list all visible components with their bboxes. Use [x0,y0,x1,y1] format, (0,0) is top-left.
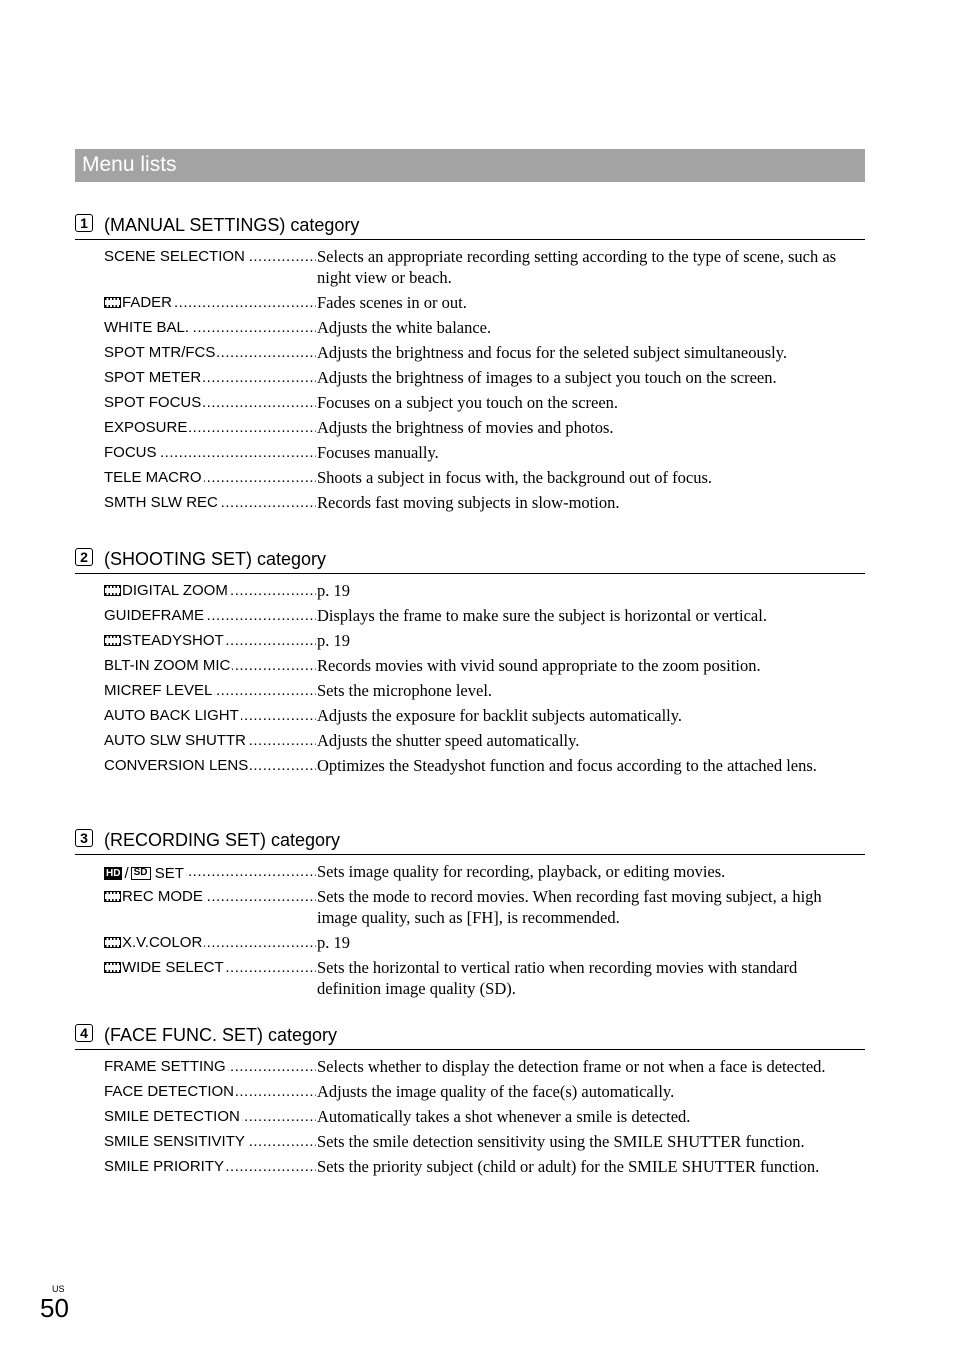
menu-item-term: HD / SD SET ..... [104,861,316,882]
list-item [75,605,865,626]
menu-item-description: Automatically takes a shot whenever a smile is detected. [317,1107,691,1126]
menu-item-label: SPOT FOCUS [104,394,202,411]
menu-item-term [104,705,316,726]
film-icon [104,297,121,308]
menu-item-term [104,1081,316,1102]
menu-item-description: Focuses on a subject you touch on the screen. [317,393,619,412]
section-number: 1 [75,214,93,232]
menu-item-description: Adjusts the shutter speed automatically. [317,731,580,750]
menu-item-description: Fades scenes in or out. [317,293,467,312]
menu-item-label: AUTO BACK LIGHT [104,707,239,724]
menu-item-term [104,467,316,488]
menu-item-description: Selects an appropriate recording setting according to the type of scene, such as night view or beach. [317,247,837,287]
section-header [75,828,865,855]
menu-item-description: Adjusts the white balance. [317,318,492,337]
menu-item-term [104,367,316,388]
menu-item-term [104,1056,316,1077]
menu-item-label: SPOT METER [104,369,202,386]
section-manual-settings [75,213,865,517]
menu-lists-banner [75,149,865,182]
list-item [75,957,865,999]
menu-item-description: Displays the frame to make sure the subject is horizontal or vertical. [317,606,767,625]
list-item [75,492,865,513]
menu-item-label: GUIDEFRAME [104,607,205,624]
menu-item-label: WIDE SELECT [122,959,224,976]
film-icon [104,937,121,948]
menu-item-term [104,292,316,313]
list-item [75,392,865,413]
menu-item-label: CONVERSION LENS [104,757,249,774]
menu-item-term [104,655,316,676]
section-number: 2 [75,548,93,566]
list-item [75,705,865,726]
menu-item-label: FADER [122,294,173,311]
list-item [75,292,865,313]
film-icon [104,962,121,973]
section-header [75,1023,865,1050]
hd-icon: HD [106,868,121,879]
section-number: 4 [75,1024,93,1042]
list-item [75,417,865,438]
section-shooting-set [75,547,865,780]
menu-item-description: Sets the smile detection sensitivity using the SMILE SHUTTER function. [317,1132,805,1151]
menu-item-description: Optimizes the Steadyshot function and focus according to the attached lens. [317,756,817,775]
page-title: Menu lists [82,153,177,176]
list-item [75,630,865,651]
section-header [75,213,865,240]
list-item [75,861,865,882]
menu-item-label: SMILE PRIORITY [104,1158,225,1175]
menu-item-term [104,755,316,776]
menu-item-description: Records fast moving subjects in slow-motion. [317,493,620,512]
menu-item-description: Focuses manually. [317,443,439,462]
item-list [75,246,865,513]
menu-item-term [104,317,316,338]
menu-item-term [104,1156,316,1177]
menu-item-term [104,342,316,363]
menu-item-description: p. 19 [317,631,350,650]
region-label: US [52,1284,65,1294]
menu-item-description: Sets the mode to record movies. When recording fast moving subject, a high image quality, such as [FH], is recommended. [317,887,822,927]
list-item [75,467,865,488]
menu-item-label: AUTO SLW SHUTTR [104,732,246,749]
menu-item-description: Adjusts the brightness of images to a subject you touch on the screen. [317,368,777,387]
menu-item-term [104,886,316,907]
menu-item-description: Records movies with vivid sound appropriate to the zoom position. [317,656,761,675]
menu-item-description: Sets the microphone level. [317,681,493,700]
list-item [75,1156,865,1177]
menu-item-term [104,392,316,413]
list-item [75,442,865,463]
menu-item-description: Adjusts the brightness and focus for the seleted subject simultaneously. [317,343,788,362]
menu-item-label: REC MODE [122,888,203,905]
list-item [75,1081,865,1102]
menu-item-label: MICREF LEVEL [104,682,213,699]
list-item [75,680,865,701]
menu-item-term [104,730,316,751]
menu-item-label: FRAME SETTING [104,1058,226,1075]
menu-item-term [104,680,316,701]
film-icon [104,635,121,646]
menu-item-term [104,1106,316,1127]
menu-item-description: Adjusts the brightness of movies and photos. [317,418,614,437]
sd-icon: SD [131,867,151,880]
menu-item-term [104,442,316,463]
list-item [75,655,865,676]
list-item [75,580,865,601]
list-item [75,730,865,751]
menu-item-label: SET [154,865,184,882]
film-icon [104,891,121,902]
menu-item-description: Sets the priority subject (child or adult) for the SMILE SHUTTER function. [317,1157,820,1176]
menu-item-term [104,605,316,626]
menu-item-term [104,957,316,978]
menu-item-description: Selects whether to display the detection frame or not when a face is detected. [317,1057,826,1076]
list-item [75,1106,865,1127]
menu-item-label: SMTH SLW REC [104,494,218,511]
list-item [75,932,865,953]
menu-item-description: Sets the horizontal to vertical ratio when recording movies with standard definition image quality (SD). [317,958,798,998]
menu-item-description: p. 19 [317,933,350,952]
list-item [75,886,865,928]
menu-item-label: TELE MACRO [104,469,202,486]
menu-item-label: X.V.COLOR [122,934,203,951]
list-item [75,342,865,363]
menu-item-label: FOCUS [104,444,157,461]
list-item [75,317,865,338]
menu-item-term [104,932,316,953]
section-recording-set [75,828,865,1003]
menu-item-label: WHITE BAL. [104,319,190,336]
list-item [75,755,865,776]
menu-item-label: SMILE SENSITIVITY [104,1133,245,1150]
item-list [75,861,865,999]
menu-item-description: Shoots a subject in focus with, the background out of focus. [317,468,713,487]
menu-item-label: BLT-IN ZOOM MIC [104,657,231,674]
menu-item-label: EXPOSURE [104,419,188,436]
section-title: (RECORDING SET) category [104,830,341,850]
menu-item-term [104,492,316,513]
list-item [75,1056,865,1077]
menu-item-description: Adjusts the image quality of the face(s) automatically. [317,1082,675,1101]
section-title: (FACE FUNC. SET) category [104,1025,338,1045]
page-number: 50 [40,1293,69,1323]
menu-item-description: p. 19 [317,581,350,600]
menu-item-label: FACE DETECTION [104,1083,235,1100]
menu-item-label: SMILE DETECTION [104,1108,240,1125]
menu-item-label: STEADYSHOT [122,632,224,649]
section-title: (SHOOTING SET) category [104,549,327,569]
menu-item-term [104,417,316,438]
list-item [75,1131,865,1152]
menu-item-description: Sets image quality for recording, playback, or editing movies. [317,862,726,881]
menu-item-description: Adjusts the exposure for backlit subjects automatically. [317,706,683,725]
list-item [75,246,865,288]
menu-item-term [104,630,316,651]
menu-item-label: SPOT MTR/FCS [104,344,216,361]
film-icon [104,585,121,596]
section-number: 3 [75,829,93,847]
section-face-func-set [75,1023,865,1181]
menu-item-term [104,246,316,267]
item-list [75,580,865,776]
menu-item-label: SCENE SELECTION [104,248,245,265]
section-header [75,547,865,574]
list-item [75,367,865,388]
section-title: (MANUAL SETTINGS) category [104,215,360,235]
item-list [75,1056,865,1177]
menu-item-term [104,1131,316,1152]
menu-item-term [104,580,316,601]
menu-item-label: DIGITAL ZOOM [122,582,228,599]
